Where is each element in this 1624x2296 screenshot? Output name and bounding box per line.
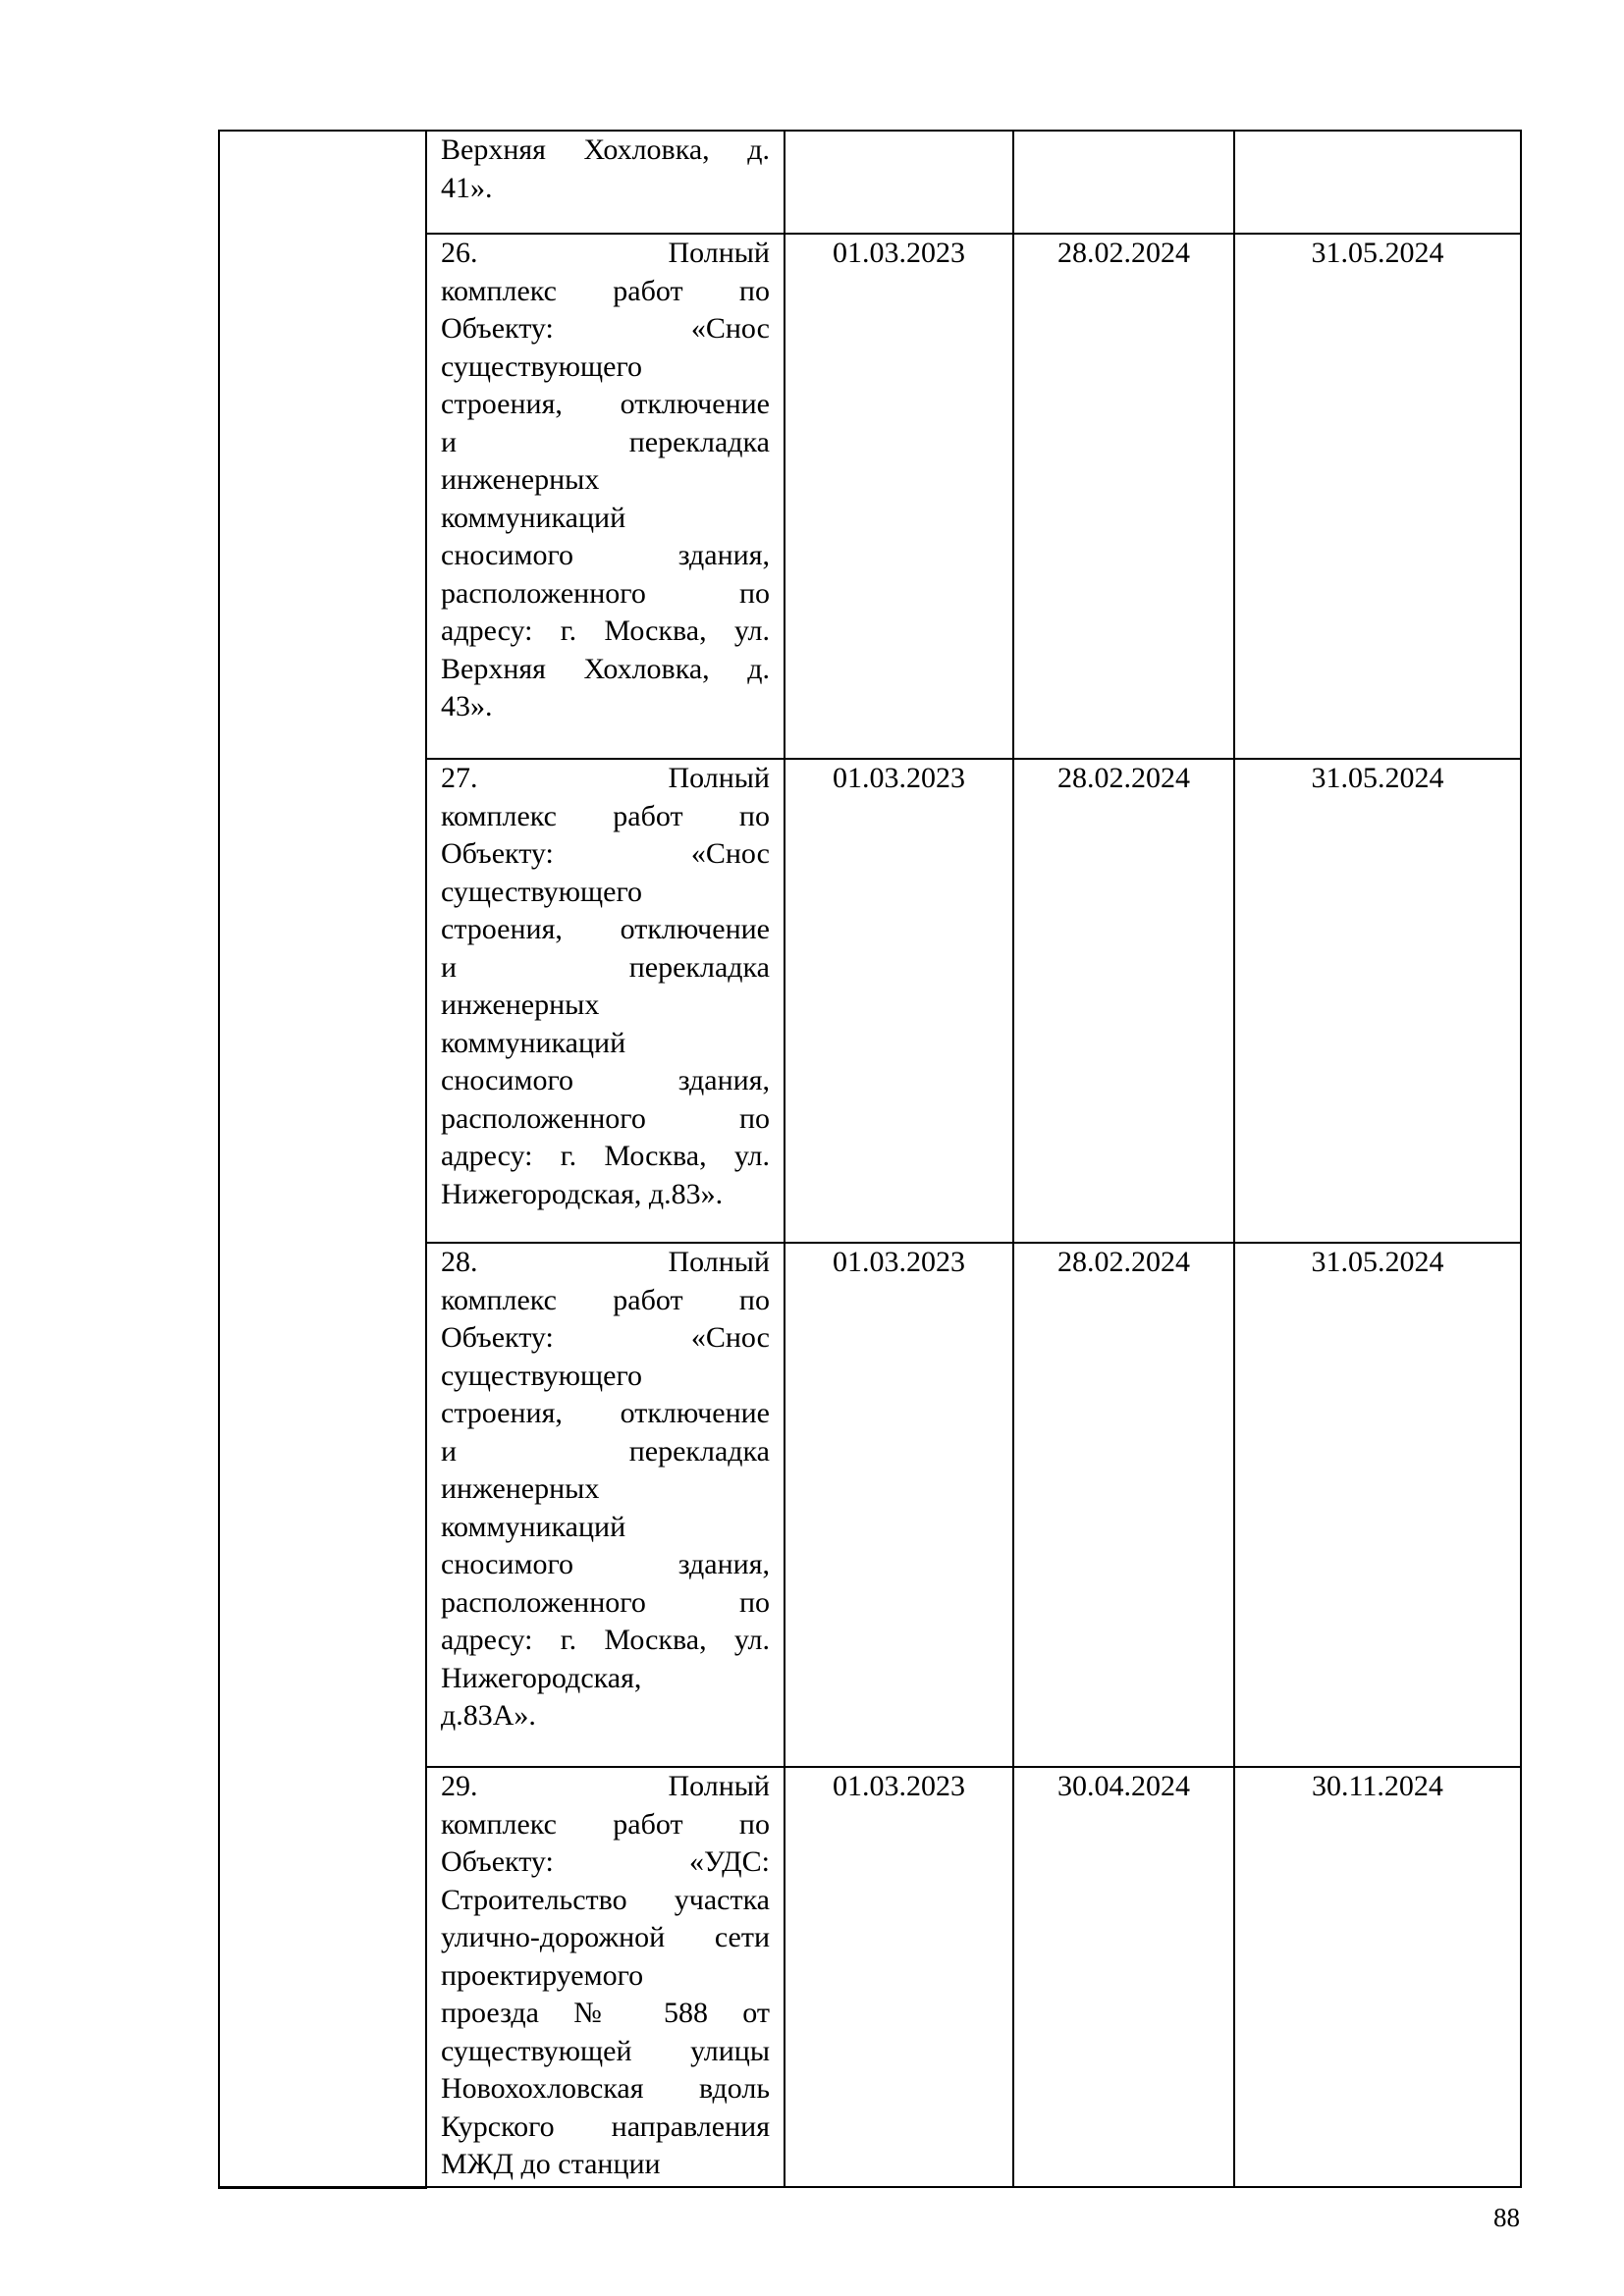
description-line: комплекс работ по xyxy=(441,1283,770,1316)
description-line: расположенного по xyxy=(441,1585,770,1619)
end-date-cell xyxy=(1234,759,1521,1243)
description-line: адресу: г. Москва, ул. xyxy=(441,1624,770,1656)
description-line: Курского направления xyxy=(441,2109,770,2143)
start-date: 01.03.2023 xyxy=(833,237,965,269)
description-line: 29. Полный xyxy=(441,1770,770,1802)
start-date: 01.03.2023 xyxy=(833,1770,965,1802)
description-line: сносимого здания, xyxy=(441,1548,770,1580)
description-line: д.83А». xyxy=(441,1699,536,1732)
mid-date-cell xyxy=(1013,759,1234,1243)
description-line: существующего xyxy=(441,349,643,383)
description-line: улично-дорожной сети xyxy=(441,1921,770,1953)
description-line: проектируемого xyxy=(441,1958,644,1992)
description-line: коммуникаций xyxy=(441,501,626,534)
description-line: Строительство участка xyxy=(441,1883,770,1916)
end-date-cell xyxy=(1234,1243,1521,1767)
description-line: расположенного по xyxy=(441,576,770,610)
end-date: 31.05.2024 xyxy=(1311,762,1444,794)
description-line: строения, отключение xyxy=(441,1397,770,1429)
description-cell xyxy=(426,1243,785,1767)
mid-date: 30.04.2024 xyxy=(1057,1770,1190,1802)
end-date: 31.05.2024 xyxy=(1311,1246,1444,1278)
description-cell xyxy=(426,234,785,759)
merged-left-cell xyxy=(219,131,426,2187)
description-line: коммуникаций xyxy=(441,1510,626,1543)
description-line: Объекту: «Снос xyxy=(441,837,770,870)
description-line: Новохохловская вдоль xyxy=(441,2072,770,2105)
start-date-cell xyxy=(785,759,1013,1243)
end-date-cell xyxy=(1234,1767,1521,2187)
description-line: комплекс работ по xyxy=(441,274,770,307)
description-line: сносимого здания, xyxy=(441,539,770,571)
row-description xyxy=(427,760,784,1213)
mid-date-cell xyxy=(1013,1767,1234,2187)
description-line: Нижегородская, xyxy=(441,1661,642,1694)
start-date: 01.03.2023 xyxy=(833,1246,965,1278)
description-line: и перекладка xyxy=(441,425,770,458)
mid-date: 28.02.2024 xyxy=(1057,762,1190,794)
row-description xyxy=(427,1244,784,1735)
description-line: Объекту: «УДС: xyxy=(441,1845,770,1878)
description-line: 27. Полный xyxy=(441,762,770,794)
description-cell xyxy=(426,759,785,1243)
mid-date-cell xyxy=(1013,1243,1234,1767)
page-number: 88 xyxy=(1493,2203,1520,2232)
description-line: комплекс работ по xyxy=(441,799,770,832)
description-line: и перекладка xyxy=(441,950,770,984)
row-description xyxy=(427,132,784,207)
description-line: проезда № 588 от xyxy=(441,1997,770,2029)
description-line: коммуникаций xyxy=(441,1026,626,1059)
description-line: 28. Полный xyxy=(441,1246,770,1278)
description-line: инженерных xyxy=(441,988,600,1021)
description-line: Нижегородская, д.83». xyxy=(441,1177,724,1210)
mid-date-cell xyxy=(1013,234,1234,759)
row-description xyxy=(427,1768,784,2184)
description-line: Верхняя Хохловка, д. xyxy=(441,133,770,166)
description-line: существующего xyxy=(441,1359,643,1392)
description-line: и перекладка xyxy=(441,1434,770,1468)
start-date-cell xyxy=(785,234,1013,759)
works-schedule-table xyxy=(218,130,1522,2189)
description-line: существующей улицы xyxy=(441,2034,770,2067)
description-line: существующего xyxy=(441,875,643,908)
description-line: адресу: г. Москва, ул. xyxy=(441,1140,770,1172)
description-line: 26. Полный xyxy=(441,237,770,269)
description-cell xyxy=(426,131,785,234)
description-line: строения, отключение xyxy=(441,388,770,420)
end-date-cell xyxy=(1234,131,1521,234)
description-line: Объекту: «Снос xyxy=(441,312,770,345)
mid-date: 28.02.2024 xyxy=(1057,237,1190,269)
start-date: 01.03.2023 xyxy=(833,762,965,794)
description-line: МЖД до станции xyxy=(441,2148,661,2180)
mid-date-cell xyxy=(1013,131,1234,234)
description-line: строения, отключение xyxy=(441,913,770,945)
start-date-cell xyxy=(785,1767,1013,2187)
description-cell xyxy=(426,1767,785,2187)
description-line: инженерных xyxy=(441,1472,600,1505)
description-line: Объекту: «Снос xyxy=(441,1321,770,1354)
description-line: инженерных xyxy=(441,463,600,496)
description-line: расположенного по xyxy=(441,1101,770,1135)
row-description xyxy=(427,235,784,726)
end-date-cell xyxy=(1234,234,1521,759)
end-date: 30.11.2024 xyxy=(1312,1770,1443,1802)
end-date: 31.05.2024 xyxy=(1311,237,1444,269)
description-line: сносимого здания, xyxy=(441,1064,770,1096)
description-line: 43». xyxy=(441,690,493,722)
table-row xyxy=(219,131,1521,234)
mid-date: 28.02.2024 xyxy=(1057,1246,1190,1278)
description-line: адресу: г. Москва, ул. xyxy=(441,614,770,647)
description-line: комплекс работ по xyxy=(441,1807,770,1841)
start-date-cell xyxy=(785,1243,1013,1767)
description-line: Верхняя Хохловка, д. xyxy=(441,652,770,685)
description-line: 41». xyxy=(441,171,493,204)
start-date-cell xyxy=(785,131,1013,234)
